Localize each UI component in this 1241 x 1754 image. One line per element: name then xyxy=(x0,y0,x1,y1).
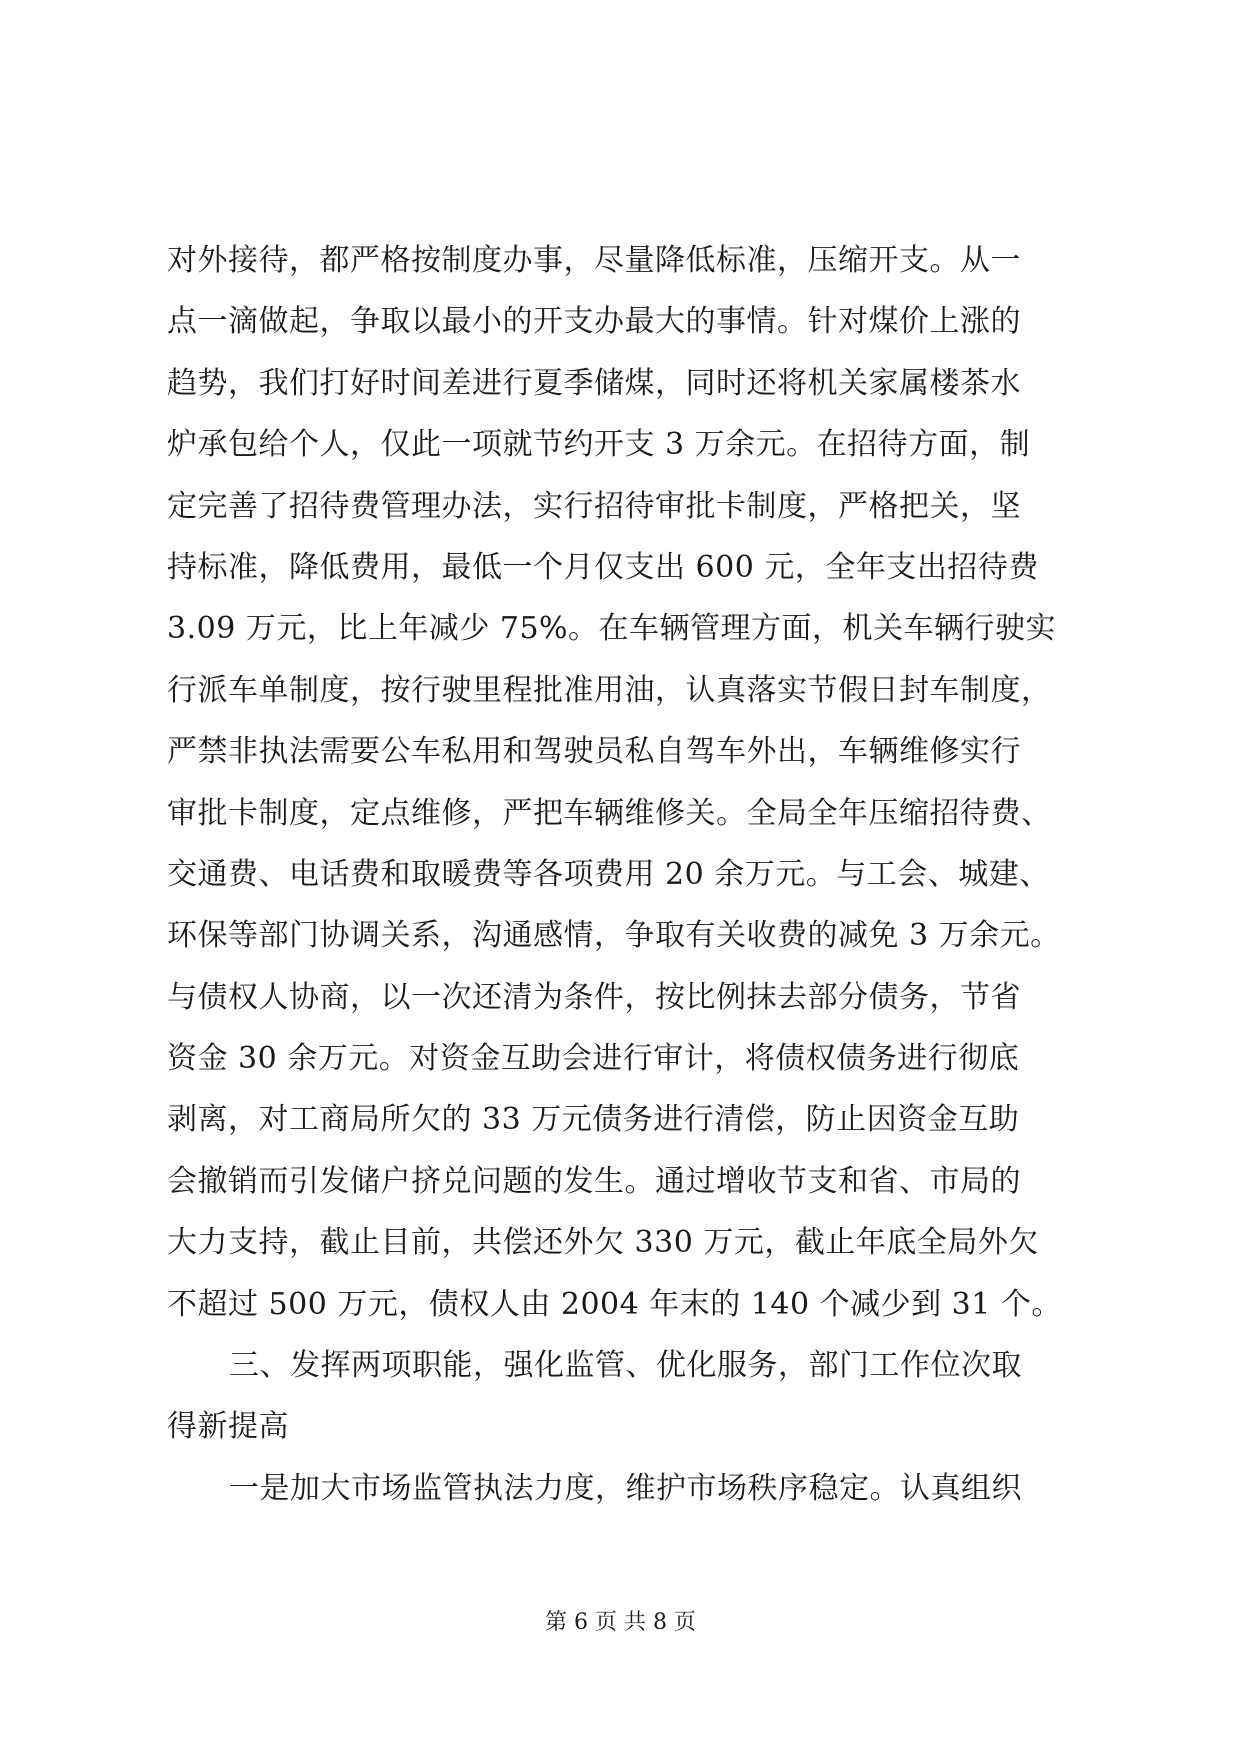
text-line: 对外接待，都严格按制度办事，尽量降低标准，压缩开支。从一 xyxy=(167,243,1021,278)
section-heading-line: 得新提高 xyxy=(167,1409,289,1445)
text-line: 点一滴做起，争取以最小的开支办最大的事情。针对煤价上涨的 xyxy=(167,304,1021,340)
body-text xyxy=(167,230,1087,1519)
text-line: 交通费、电话费和取暖费等各项费用 20 余万元。与工会、城建、 xyxy=(167,856,1050,892)
text-line: 3.09 万元，比上年减少 75%。在车辆管理方面，机关车辆行驶实 xyxy=(167,611,1057,647)
section-heading-line: 三、发挥两项职能，强化监管、优化服务，部门工作位次取 xyxy=(229,1348,1022,1384)
text-line: 严禁非执法需要公车私用和驾驶员私自驾车外出，车辆维修实行 xyxy=(167,734,1021,770)
text-line: 环保等部门协调关系，沟通感情，争取有关收费的减免 3 万余元。 xyxy=(167,918,1061,954)
text-line: 大力支持，截止目前，共偿还外欠 330 万元，截止年底全局外欠 xyxy=(167,1225,1039,1261)
text-line: 审批卡制度，定点维修，严把车辆维修关。全局全年压缩招待费、 xyxy=(167,795,1052,831)
text-line: 持标准，降低费用，最低一个月仅支出 600 元，全年支出招待费 xyxy=(167,549,1039,585)
text-line: 定完善了招待费管理办法，实行招待审批卡制度，严格把关，坚 xyxy=(167,488,1021,524)
text-line: 与债权人协商，以一次还清为条件，按比例抹去部分债务，节省 xyxy=(167,979,1021,1015)
text-line: 趋势，我们打好时间差进行夏季储煤，同时还将机关家属楼茶水 xyxy=(167,365,1021,401)
page-footer: 第 6 页 共 8 页 xyxy=(545,1610,696,1635)
text-line: 炉承包给个人，仅此一项就节约开支 3 万余元。在招待方面，制 xyxy=(167,427,1031,463)
text-line: 会撤销而引发储户挤兑问题的发生。通过增收节支和省、市局的 xyxy=(167,1163,1021,1199)
text-line: 一是加大市场监管执法力度，维护市场秩序稳定。认真组织 xyxy=(229,1470,1022,1506)
text-line: 资金 30 余万元。对资金互助会进行审计，将债权债务进行彻底 xyxy=(167,1041,1020,1077)
text-line: 剥离，对工商局所欠的 33 万元债务进行清偿，防止因资金互助 xyxy=(167,1102,1020,1138)
text-line: 行派车单制度，按行驶里程批准用油，认真落实节假日封车制度， xyxy=(167,672,1052,708)
text-line: 不超过 500 万元，债权人由 2004 年末的 140 个减少到 31 个。 xyxy=(167,1286,1062,1322)
